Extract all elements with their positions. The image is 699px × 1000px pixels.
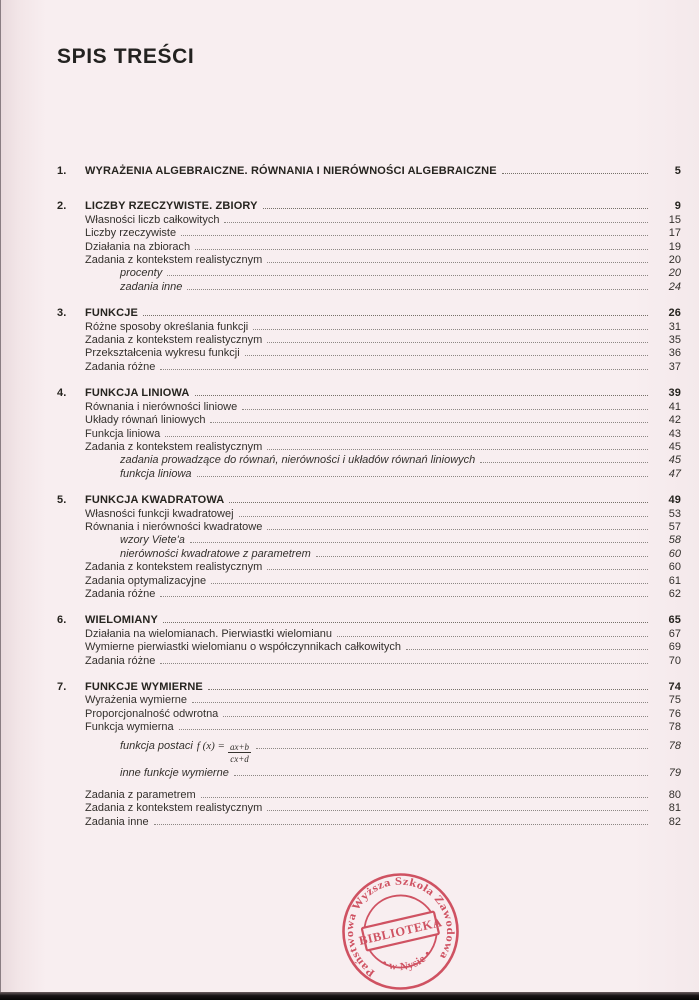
dotted-leader <box>210 422 648 423</box>
toc-section-header <box>57 200 681 213</box>
section-title: LICZBY RZECZYWISTE. ZBIORY <box>85 200 258 213</box>
math-function-notation: f (x) = <box>196 739 225 752</box>
entry-page-number: 45 <box>668 440 681 453</box>
toc-entry <box>57 561 681 574</box>
entry-label: Różne sposoby określania funkcji <box>85 320 249 333</box>
dotted-leader <box>256 748 648 749</box>
entry-label: Równania i nierówności kwadratowe <box>85 520 263 533</box>
entry-label: funkcja liniowa <box>120 467 192 480</box>
toc-entry <box>57 802 681 815</box>
entry-page-number: 24 <box>668 280 681 293</box>
entry-label: Zadania różne <box>85 587 156 600</box>
fraction-denominator: cx+d <box>230 753 249 764</box>
entry-page-number: 69 <box>668 641 681 654</box>
entry-page-number: 45 <box>668 454 681 467</box>
toc-entry <box>57 655 681 668</box>
toc-section-header <box>57 494 681 507</box>
entry-page-number: 62 <box>668 587 681 600</box>
entry-page-number: 31 <box>668 320 681 333</box>
entry-label: Własności funkcji kwadratowej <box>85 507 234 520</box>
entry-label: Przekształcenia wykresu funkcji <box>85 347 240 360</box>
entry-label: nierówności kwadratowe z parametrem <box>120 547 311 560</box>
entry-label: Wyrażenia wymierne <box>85 694 187 707</box>
toc-entry <box>57 347 681 360</box>
dotted-leader <box>187 289 648 290</box>
entry-page-number: 47 <box>668 467 681 480</box>
stamp-bottom-text: • w Nysie • <box>379 948 434 974</box>
entry-page-number: 80 <box>668 788 681 801</box>
dotted-leader <box>195 395 648 396</box>
toc-section-header <box>57 681 681 694</box>
entry-page-number: 20 <box>668 267 681 280</box>
toc-section-header <box>57 165 681 178</box>
dotted-leader <box>263 208 648 209</box>
entry-label: Zadania inne <box>85 815 149 828</box>
dotted-leader <box>267 569 648 570</box>
dotted-leader <box>208 689 648 690</box>
toc-entry <box>57 694 681 707</box>
toc-entry <box>57 254 681 267</box>
dotted-leader <box>181 235 648 236</box>
entry-label: Zadania z kontekstem realistycznym <box>85 334 263 347</box>
entry-page-number: 81 <box>668 802 681 815</box>
toc-entry <box>57 241 681 254</box>
dotted-leader <box>239 516 648 517</box>
entry-label: Zadania z kontekstem realistycznym <box>85 561 263 574</box>
toc-entry <box>57 401 681 414</box>
toc-entry <box>57 454 681 467</box>
dotted-leader <box>160 663 648 664</box>
entry-page-number: 41 <box>668 400 681 413</box>
entry-page-number: 36 <box>668 347 681 360</box>
dotted-leader <box>406 649 648 650</box>
dotted-leader <box>190 542 648 543</box>
entry-label: Zadania różne <box>85 654 156 667</box>
toc-entry <box>57 321 681 334</box>
toc-entry <box>57 521 681 534</box>
entry-page-number: 35 <box>668 334 681 347</box>
dotted-leader <box>267 810 648 811</box>
section-number: 2. <box>57 200 67 213</box>
dotted-leader <box>267 449 648 450</box>
entry-page-number: 58 <box>668 534 681 547</box>
scan-edge-left <box>0 0 1 1000</box>
entry-page-number: 20 <box>668 254 681 267</box>
section-page-number: 74 <box>668 681 681 693</box>
toc-section-header <box>57 387 681 400</box>
toc-entry <box>57 767 681 780</box>
entry-label: Zadania optymalizacyjne <box>85 574 207 587</box>
toc-entry <box>57 641 681 654</box>
entry-label: Wymierne pierwiastki wielomianu o współczynnikach całkowitych <box>85 641 401 654</box>
stamp-center-text: BIBLIOTEKA <box>357 915 444 948</box>
dotted-leader <box>253 329 648 330</box>
toc-section <box>57 200 681 294</box>
entry-label: Funkcja liniowa <box>85 427 161 440</box>
toc-section-header <box>57 614 681 627</box>
section-number: 4. <box>57 387 67 400</box>
entry-page-number: 19 <box>668 240 681 253</box>
toc-section <box>57 494 681 601</box>
dotted-leader <box>502 173 648 174</box>
toc-section <box>57 681 681 829</box>
entry-page-number: 78 <box>668 721 681 734</box>
toc-entry <box>57 441 681 454</box>
section-page-number: 26 <box>668 307 681 320</box>
toc-entry <box>57 508 681 521</box>
toc-entry <box>57 721 681 734</box>
entry-label: Zadania z parametrem <box>85 788 196 801</box>
section-number: 6. <box>57 614 67 627</box>
section-number: 3. <box>57 307 67 320</box>
entry-page-number: 60 <box>668 561 681 574</box>
toc-entry <box>57 227 681 240</box>
dotted-leader <box>267 262 648 263</box>
entry-page-number: 61 <box>668 574 681 587</box>
entry-page-number: 57 <box>668 520 681 533</box>
dotted-leader <box>154 824 648 825</box>
toc-entry <box>57 628 681 641</box>
section-title: FUNKCJA KWADRATOWA <box>85 494 225 507</box>
section-page-number: 65 <box>668 614 681 627</box>
entry-label: Zadania z kontekstem realistycznym <box>85 802 263 815</box>
dotted-leader <box>195 249 648 250</box>
entry-label: Zadania różne <box>85 360 156 373</box>
toc-entry <box>57 414 681 427</box>
toc-section <box>57 307 681 374</box>
dotted-leader <box>160 596 648 597</box>
dotted-leader <box>337 636 648 637</box>
dotted-leader <box>480 462 648 463</box>
entry-page-number: 82 <box>668 815 681 828</box>
entry-label: Funkcja wymierna <box>85 721 174 734</box>
entry-label: Proporcjonalność odwrotna <box>85 707 219 720</box>
section-title: FUNKCJA LINIOWA <box>85 387 190 400</box>
stamp-ring-text: Państwowa Wyższa Szkoła Zawodowa <box>343 875 457 980</box>
dotted-leader <box>234 775 648 776</box>
toc-entry <box>57 267 681 280</box>
entry-page-number: 76 <box>668 707 681 720</box>
dotted-leader <box>223 716 648 717</box>
toc-section-header <box>57 307 681 320</box>
section-page-number: 39 <box>668 387 681 400</box>
dotted-leader <box>242 409 648 410</box>
section-page-number: 49 <box>668 494 681 507</box>
section-number: 5. <box>57 494 67 507</box>
entry-label: zadania prowadzące do równań, nierówności i układów równań liniowych <box>120 454 476 467</box>
section-number: 1. <box>57 165 67 177</box>
toc-entry <box>57 534 681 547</box>
toc-section <box>57 387 681 481</box>
toc-entry <box>57 428 681 441</box>
dotted-leader <box>245 355 648 356</box>
toc-entry <box>57 468 681 481</box>
dotted-leader <box>211 583 648 584</box>
section-number: 7. <box>57 681 67 693</box>
entry-label: Zadania z kontekstem realistycznym <box>85 440 263 453</box>
entry-label: Działania na zbiorach <box>85 240 191 253</box>
toc-section <box>57 165 681 178</box>
toc-section <box>57 614 681 668</box>
entry-page-number: 79 <box>668 767 681 780</box>
math-fraction <box>228 742 251 765</box>
dotted-leader <box>229 502 648 503</box>
toc-entry <box>57 816 681 829</box>
toc-entry <box>57 575 681 588</box>
entry-label: wzory Viete'a <box>120 534 185 547</box>
section-title: FUNKCJE WYMIERNE <box>85 681 203 693</box>
toc <box>57 165 681 829</box>
entry-page-number: 42 <box>668 414 681 427</box>
toc-entry <box>57 789 681 802</box>
toc-entry <box>57 281 681 294</box>
toc-entry <box>57 361 681 374</box>
toc-entry <box>57 334 681 347</box>
entry-label: zadania inne <box>120 280 183 293</box>
entry-label: Działania na wielomianach. Pierwiastki wielomianu <box>85 627 333 640</box>
entry-label: Własności liczb całkowitych <box>85 213 220 226</box>
dotted-leader <box>267 529 648 530</box>
entry-label: Liczby rzeczywiste <box>85 227 177 240</box>
dotted-leader <box>192 702 648 703</box>
section-page-number: 5 <box>674 165 681 177</box>
entry-label: funkcja postaci <box>120 739 193 752</box>
dotted-leader <box>197 476 648 477</box>
dotted-leader <box>165 436 648 437</box>
entry-label: inne funkcje wymierne <box>120 767 229 780</box>
page-title: SPIS TREŚCI <box>57 45 195 69</box>
section-title: WYRAŻENIA ALGEBRAICZNE. RÓWNANIA I NIERÓWNOŚCI ALGEBRAICZNE <box>85 165 497 177</box>
dotted-leader <box>201 797 648 798</box>
toc-entry <box>57 548 681 561</box>
toc-entry <box>57 708 681 721</box>
entry-label: Układy równań liniowych <box>85 414 206 427</box>
entry-page-number: 75 <box>668 694 681 707</box>
library-stamp <box>337 868 464 995</box>
section-page-number: 9 <box>674 200 681 213</box>
toc-entry <box>57 588 681 601</box>
entry-page-number: 70 <box>668 654 681 667</box>
section-title: FUNKCJE <box>85 307 138 320</box>
entry-page-number: 78 <box>668 739 681 752</box>
entry-page-number: 67 <box>668 627 681 640</box>
dotted-leader <box>167 275 648 276</box>
dotted-leader <box>163 622 648 623</box>
toc-entry <box>57 214 681 227</box>
entry-label: procenty <box>120 267 163 280</box>
entry-label: Zadania z kontekstem realistycznym <box>85 254 263 267</box>
entry-page-number: 43 <box>668 427 681 440</box>
dotted-leader <box>160 369 648 370</box>
entry-page-number: 60 <box>668 547 681 560</box>
dotted-leader <box>224 222 648 223</box>
section-title: WIELOMIANY <box>85 614 158 627</box>
entry-page-number: 37 <box>668 360 681 373</box>
dotted-leader <box>267 342 648 343</box>
entry-label: Równania i nierówności liniowe <box>85 400 238 413</box>
fraction-numerator: ax+b <box>229 741 250 752</box>
dotted-leader <box>143 315 648 316</box>
toc-entry <box>57 740 681 764</box>
entry-page-number: 15 <box>668 213 681 226</box>
entry-page-number: 17 <box>668 227 681 240</box>
dotted-leader <box>316 556 648 557</box>
dotted-leader <box>179 729 648 730</box>
entry-page-number: 53 <box>668 507 681 520</box>
